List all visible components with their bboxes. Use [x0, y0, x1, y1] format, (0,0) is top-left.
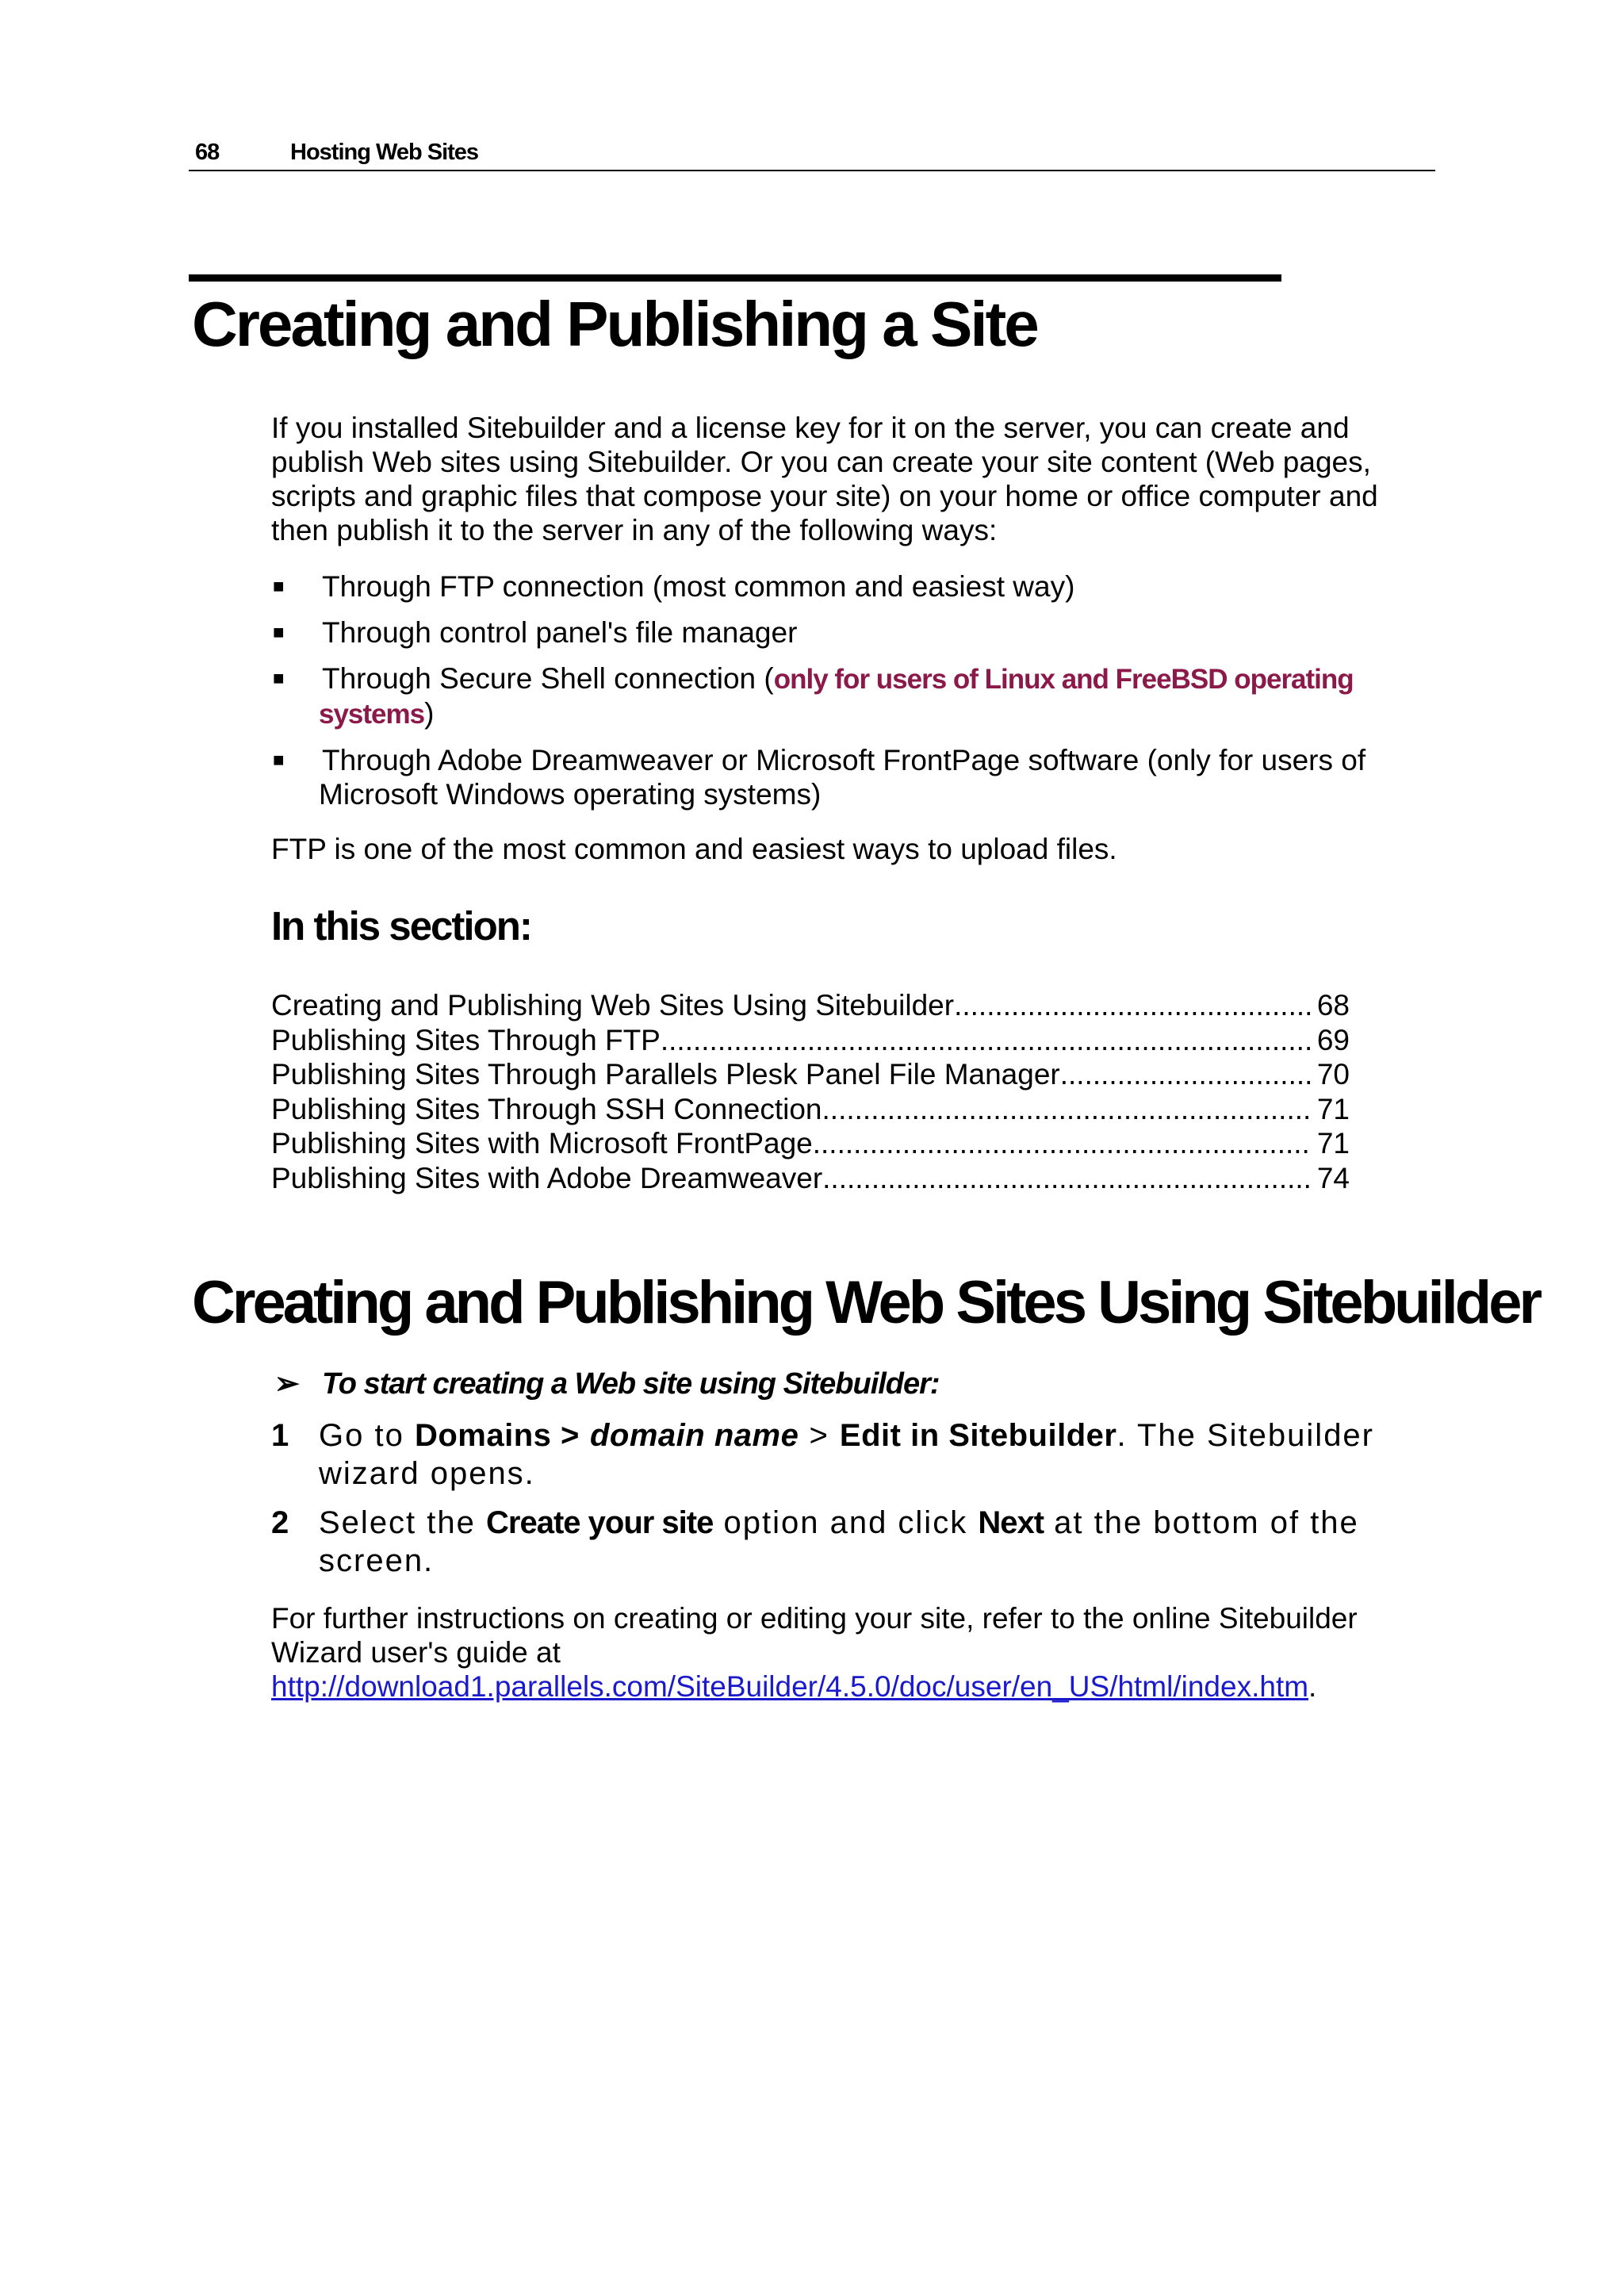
step-text-part: Go to — [319, 1418, 415, 1453]
toc-entry-title[interactable]: Creating and Publishing Web Sites Using Sitebuilder — [271, 989, 955, 1022]
toc-leader — [954, 988, 1312, 1023]
sitebuilder-guide-link[interactable]: http://download1.parallels.com/SiteBuilder/4.5.0/doc/user/en_US/html/index.htm — [271, 1670, 1309, 1703]
ui-path-edit-in-sitebuilder: Edit in Sitebuilder — [839, 1418, 1117, 1453]
section-heading: Creating and Publishing a Site — [192, 289, 1037, 359]
ui-path-domains: Domains > — [414, 1418, 580, 1453]
ui-option-create-your-site: Create your site — [486, 1505, 714, 1540]
toc-entry-title[interactable]: Publishing Sites Through Parallels Plesk Panel File Manager — [271, 1058, 1060, 1091]
toc-entry[interactable] — [271, 1057, 1350, 1092]
ui-path-domain-name: domain name — [589, 1418, 799, 1453]
subsection-heading: Creating and Publishing Web Sites Using Sitebuilder — [192, 1269, 1540, 1336]
bullet-icon: ■ — [273, 622, 285, 643]
procedure-heading-text: To start creating a Web site using Sitebuilder: — [322, 1367, 940, 1401]
step-text-part: > — [799, 1418, 840, 1453]
step-number: 1 — [271, 1418, 289, 1453]
toc-entry-page[interactable]: 71 — [1316, 1127, 1350, 1160]
toc-entry[interactable] — [271, 1126, 1350, 1161]
step-number: 2 — [271, 1505, 289, 1540]
procedure-heading — [274, 1366, 940, 1401]
procedure-step — [271, 1416, 1397, 1493]
toc-leader — [661, 1023, 1312, 1058]
list-item-text: Through control panel's file manager — [322, 616, 798, 649]
ui-button-next: Next — [978, 1505, 1044, 1540]
further-instructions-paragraph — [271, 1601, 1413, 1704]
list-item-text: Through FTP connection (most common and easiest way) — [322, 570, 1075, 603]
bullet-icon: ■ — [273, 749, 285, 771]
step-text-part: . The Sitebuilder wizard opens. — [319, 1418, 1374, 1491]
toc-entry[interactable] — [271, 1092, 1350, 1127]
table-of-contents — [271, 988, 1350, 1196]
list-item-text-end: ) — [424, 697, 435, 730]
page-number: 68 — [195, 140, 220, 165]
step-text-part: option and click — [713, 1505, 979, 1540]
further-instructions-end: . — [1308, 1670, 1317, 1703]
toc-entry-title[interactable]: Publishing Sites with Microsoft FrontPage — [271, 1127, 813, 1160]
list-item-text-start: Through Secure Shell connection ( — [322, 662, 774, 695]
toc-entry-page[interactable]: 71 — [1316, 1092, 1350, 1125]
page-header — [189, 135, 1435, 171]
further-instructions-text: For further instructions on creating or editing your site, refer to the online Sitebuilder Wizard user's guide at — [271, 1602, 1358, 1669]
procedure-step — [271, 1504, 1397, 1580]
toc-entry-title[interactable]: Publishing Sites with Adobe Dreamweaver — [271, 1161, 823, 1194]
step-text-part — [580, 1418, 590, 1453]
list-item — [271, 743, 1413, 811]
step-text-part: Select the — [319, 1505, 487, 1540]
in-this-section-heading: In this section: — [271, 903, 531, 949]
step-text-part: at the bottom of the screen. — [319, 1505, 1359, 1578]
intro-paragraph: If you installed Sitebuilder and a license key for it on the server, you can create and publish Web sites using Sitebuilder. Or you can create your site content (Web pages, scripts and graphic files that compose your site) on your home or office computer and then publish it to the server in any of the following ways: — [271, 412, 1378, 546]
list-item — [271, 615, 1413, 650]
toc-leader — [1060, 1057, 1312, 1092]
bullet-icon: ■ — [273, 668, 285, 689]
bullet-icon: ■ — [273, 576, 285, 597]
list-item — [271, 661, 1413, 731]
toc-entry-title[interactable]: Publishing Sites Through FTP — [271, 1023, 661, 1056]
toc-entry-page[interactable]: 70 — [1316, 1058, 1350, 1091]
list-item-text: Through Adobe Dreamweaver or Microsoft FrontPage software (only for users of Microsoft Windows operating systems) — [319, 744, 1366, 811]
toc-leader — [822, 1092, 1312, 1127]
publish-methods-list — [271, 569, 1413, 823]
toc-entry-title[interactable]: Publishing Sites Through SSH Connection — [271, 1092, 822, 1125]
os-restriction-link[interactable]: only for users of Linux and FreeBSD operating systems — [319, 664, 1354, 730]
toc-entry[interactable] — [271, 1023, 1350, 1058]
toc-entry[interactable] — [271, 1161, 1350, 1196]
step-text — [271, 1504, 1397, 1580]
toc-leader — [813, 1126, 1312, 1161]
running-section-title: Hosting Web Sites — [290, 140, 479, 165]
toc-leader — [822, 1161, 1312, 1196]
toc-entry-page[interactable]: 69 — [1316, 1023, 1350, 1056]
toc-entry-page[interactable]: 74 — [1316, 1161, 1350, 1194]
step-text — [271, 1416, 1397, 1493]
list-item-text — [319, 661, 1413, 731]
closing-paragraph: FTP is one of the most common and easiest ways to upload files. — [271, 833, 1117, 865]
list-item — [271, 569, 1413, 604]
toc-entry-page[interactable]: 68 — [1316, 989, 1350, 1022]
toc-entry[interactable] — [271, 988, 1350, 1023]
arrow-bullet-icon: ➢ — [274, 1367, 299, 1401]
